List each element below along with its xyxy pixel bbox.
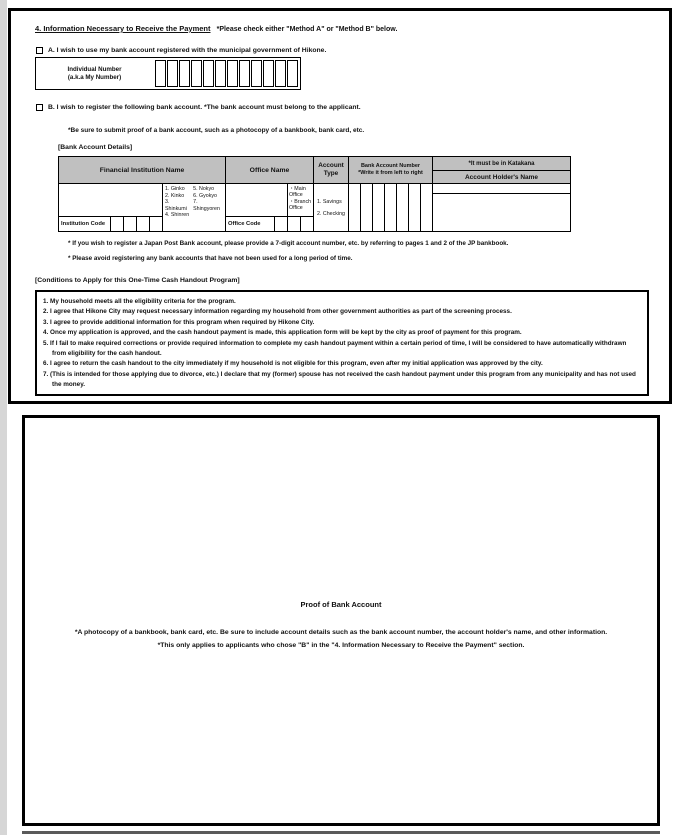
account-number-digit-cell[interactable] xyxy=(385,184,397,231)
institution-type-option: 4. Shinren xyxy=(165,212,190,218)
account-type-option: 2. Checking xyxy=(317,210,345,217)
bank-details-table xyxy=(58,156,571,232)
individual-number-label: Individual Number (a.k.a My Number) xyxy=(67,65,122,81)
page-1-application-form xyxy=(8,8,672,404)
proof-submission-note: *Be sure to submit proof of a bank account, such as a photocopy of a bankbook, bank card, etc. xyxy=(68,127,365,134)
method-a-checkbox[interactable] xyxy=(36,47,43,54)
office-code-row xyxy=(225,216,314,232)
account-type-option: 1. Savings xyxy=(317,198,342,205)
institution-type-option: 5. Nokyo xyxy=(193,186,215,192)
header-account-holder: Account Holder's Name xyxy=(432,170,571,185)
header-katakana-note: *It must be in Katakana xyxy=(432,156,571,171)
individual-number-digit-cell[interactable] xyxy=(191,60,202,87)
office-name-write-area[interactable] xyxy=(225,183,288,217)
bank-details-title: [Bank Account Details] xyxy=(58,144,133,151)
header-account-type: Account Type xyxy=(313,156,349,184)
condition-item: 2. I agree that Hikone City may request necessary information regarding my household from other government authorities as part of the screening process. xyxy=(43,308,512,316)
institution-code-cell[interactable] xyxy=(110,217,123,231)
next-page-top-edge xyxy=(22,831,660,834)
individual-number-digit-cell[interactable] xyxy=(179,60,190,87)
institution-type-option: 7. Shingyoren xyxy=(193,199,220,212)
institution-code-row xyxy=(58,216,163,232)
account-number-digit-cell[interactable] xyxy=(421,184,432,231)
condition-item: 6. I agree to return the cash handout to the city immediately if my household is not eligible for this program, even after my initial application was approved by the city. xyxy=(43,360,543,368)
proof-note-1: *A photocopy of a bankbook, bank card, etc. Be sure to include account details such as the bank account number, the account holder's name, and other information. xyxy=(74,629,608,636)
office-code-label: Office Code xyxy=(228,221,261,227)
financial-institution-write-area[interactable] xyxy=(58,183,163,217)
condition-item: 3. I agree to provide additional information for this program when required by Hikone City. xyxy=(43,318,315,326)
account-number-digit-cell[interactable] xyxy=(409,184,421,231)
individual-number-digit-cell[interactable] xyxy=(263,60,274,87)
account-number-cells xyxy=(348,183,433,232)
account-number-digit-cell[interactable] xyxy=(361,184,373,231)
section-4-title: 4. Information Necessary to Receive the Payment xyxy=(35,24,211,33)
account-type-options xyxy=(313,183,349,232)
individual-number-cells xyxy=(153,58,300,89)
condition-item: 7. (This is intended for those applying due to divorce, etc.) I declare that my (former) spouse has not received the cash handout payment under this program from any municipality and has not used the money. xyxy=(43,370,636,389)
scan-edge-strip xyxy=(0,0,7,835)
institution-type-column-2 xyxy=(193,186,224,231)
institution-code-cell[interactable] xyxy=(136,217,149,231)
header-financial-institution: Financial Institution Name xyxy=(58,156,226,184)
proof-title: Proof of Bank Account xyxy=(300,600,382,609)
office-code-cell[interactable] xyxy=(287,217,300,231)
individual-number-digit-cell[interactable] xyxy=(203,60,214,87)
individual-number-digit-cell[interactable] xyxy=(215,60,226,87)
account-number-digit-cell[interactable] xyxy=(397,184,409,231)
method-b-checkbox[interactable] xyxy=(36,104,43,111)
section-4-heading xyxy=(35,24,397,33)
financial-institution-type-options xyxy=(162,183,226,232)
institution-type-option: 3. Shinkumi xyxy=(165,199,187,212)
individual-number-digit-cell[interactable] xyxy=(275,60,286,87)
institution-code-cell[interactable] xyxy=(123,217,136,231)
individual-number-digit-cell[interactable] xyxy=(287,60,298,87)
header-office-name: Office Name xyxy=(225,156,314,184)
office-type-options xyxy=(287,183,314,217)
institution-code-label: Institution Code xyxy=(61,221,106,227)
individual-number-digit-cell[interactable] xyxy=(227,60,238,87)
method-b-row xyxy=(36,104,361,111)
condition-item: 1. My household meets all the eligibility criteria for the program. xyxy=(43,298,236,305)
proof-note-2: *This only applies to applicants who chose "B" in the "4. Information Necessary to Receive the Payment" section. xyxy=(157,642,525,649)
institution-code-cell[interactable] xyxy=(149,217,162,231)
individual-number-digit-cell[interactable] xyxy=(167,60,178,87)
office-code-cell[interactable] xyxy=(274,217,287,231)
jp-bank-note: * If you wish to register a Japan Post Bank account, please provide a 7-digit account number, etc. by referring to pages 1 and 2 of the JP bankbook. xyxy=(68,240,509,247)
office-code-cells xyxy=(274,217,313,231)
conditions-box xyxy=(35,290,649,396)
account-holder-write-area[interactable] xyxy=(432,193,571,232)
method-a-label: A. I wish to use my bank account registered with the municipal government of Hikone. xyxy=(48,47,327,54)
individual-number-digit-cell[interactable] xyxy=(155,60,166,87)
page-2-proof-of-bank-account xyxy=(22,415,660,826)
institution-code-cells xyxy=(110,217,162,231)
institution-type-option: 2. Kinko xyxy=(165,192,185,199)
office-type-option: ・Branch Office xyxy=(289,198,312,211)
individual-number-box xyxy=(35,57,301,90)
account-number-digit-cell[interactable] xyxy=(349,184,361,231)
condition-item: 4. Once my application is approved, and the cash handout payment is made, this application form will be kept by the city as proof of payment for this program. xyxy=(43,329,522,337)
individual-number-digit-cell[interactable] xyxy=(251,60,262,87)
individual-number-digit-cell[interactable] xyxy=(239,60,250,87)
conditions-title: [Conditions to Apply for this One-Time Cash Handout Program] xyxy=(35,277,240,284)
account-number-digit-cell[interactable] xyxy=(373,184,385,231)
header-account-number: Bank Account Number *Write it from left to right xyxy=(348,156,433,184)
condition-item: 5. If I fail to make required corrections or provide required information to complete my cash handout payment within a certain period of time, I will be considered to have automatically withdrawn from eligibility for the cash handout. xyxy=(43,339,627,358)
section-4-note: *Please check either "Method A" or "Method B" below. xyxy=(216,26,398,33)
method-b-label: B. I wish to register the following bank account. *The bank account must belong to the applicant. xyxy=(48,104,361,111)
method-a-row xyxy=(36,47,326,54)
institution-type-option: 6. Gyokyo xyxy=(193,192,217,199)
office-code-cell[interactable] xyxy=(300,217,313,231)
institution-type-option: 1. Ginko xyxy=(165,186,185,192)
institution-type-column-1 xyxy=(165,186,191,231)
unused-account-note: * Please avoid registering any bank accounts that have not been used for a long period of time. xyxy=(68,255,353,262)
office-type-option: ・Main Office xyxy=(289,186,306,199)
